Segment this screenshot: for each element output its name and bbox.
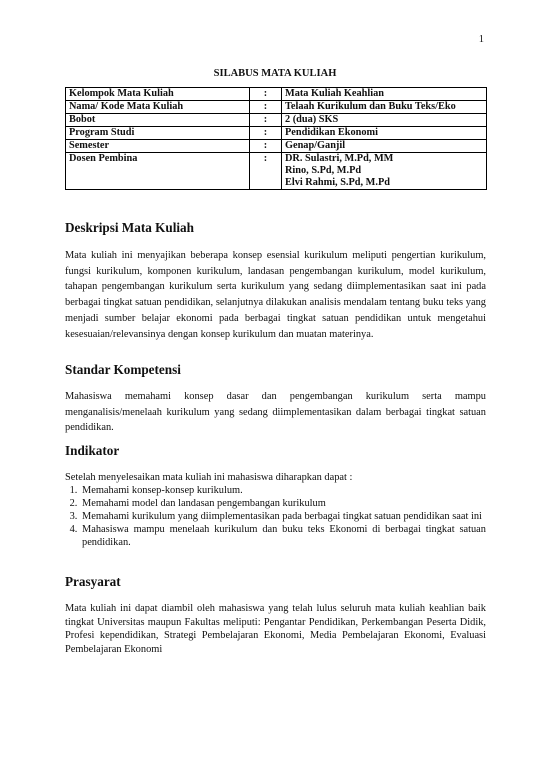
row-value: [282, 153, 487, 190]
lecturer-name: DR. Sulastri, M.Pd, MM: [285, 153, 394, 164]
list-item: 4. Mahasiswa mampu menelaah kurikulum dan buku teks Ekonomi di berbagai tingkat satuan pendidikan.: [80, 523, 486, 549]
row-label: Bobot: [66, 114, 250, 127]
lecturer-name: Elvi Rahmi, S.Pd, M.Pd: [285, 177, 390, 188]
row-value: 2 (dua) SKS: [282, 114, 487, 127]
row-separator: :: [250, 127, 282, 140]
document-title: SILABUS MATA KULIAH: [213, 68, 337, 79]
row-label: Nama/ Kode Mata Kuliah: [66, 101, 250, 114]
row-separator: :: [250, 88, 282, 101]
page-number: 1: [478, 34, 484, 45]
row-value: Telaah Kurikulum dan Buku Teks/Eko: [282, 101, 487, 114]
row-value: Genap/Ganjil: [282, 140, 487, 153]
row-label: Semester: [66, 140, 250, 153]
section-intro: Setelah menyelesaikan mata kuliah ini mahasiswa diharapkan dapat :: [65, 472, 353, 483]
section-standar: [65, 362, 486, 436]
table-row: [66, 153, 487, 190]
indicator-list: [65, 484, 486, 549]
list-item: 1. Memahami konsep-konsep kurikulum.: [80, 484, 486, 497]
row-label: Program Studi: [66, 127, 250, 140]
table-row: [66, 127, 487, 140]
row-separator: :: [250, 114, 282, 127]
row-value: Pendidikan Ekonomi: [282, 127, 487, 140]
table-row: [66, 101, 487, 114]
section-paragraph: Mata kuliah ini dapat diambil oleh mahasiswa yang telah lulus seluruh mata kuliah keahlian baik tingkat Universitas maupun Fakultas meliputi: Pengantar Pendidikan, Perkembangan Peserta Didik, Profesi kependidikan, Strategi Pembelajaran Ekonomi, Media Pembelajaran Ekonomi, Evaluasi Pembelajaran Ekonomi: [65, 603, 486, 655]
table-row: [66, 88, 487, 101]
section-heading: Deskripsi Mata Kuliah: [65, 220, 194, 235]
course-info-table: [65, 87, 487, 190]
list-item: 2. Memahami model dan landasan pengembangan kurikulum: [80, 497, 486, 510]
table-row: [66, 114, 487, 127]
row-separator: :: [250, 153, 282, 190]
table-row: [66, 140, 487, 153]
section-prasyarat: [65, 574, 486, 656]
section-heading: Standar Kompetensi: [65, 362, 181, 377]
lecturer-name: Rino, S.Pd, M.Pd: [285, 165, 362, 176]
section-heading: Prasyarat: [65, 574, 121, 589]
list-item: 3. Memahami kurikulum yang diimplementasikan pada berbagai tingkat satuan pendidikan saat ini: [80, 510, 486, 523]
section-indikator: [65, 443, 486, 549]
section-heading: Indikator: [65, 443, 120, 458]
section-deskripsi: [65, 220, 486, 342]
row-label: Dosen Pembina: [66, 153, 250, 190]
row-label: Kelompok Mata Kuliah: [66, 88, 250, 101]
row-separator: :: [250, 101, 282, 114]
row-value: Mata Kuliah Keahlian: [282, 88, 487, 101]
section-paragraph: Mata kuliah ini menyajikan beberapa konsep esensial kurikulum meliputi pengertian kurikulum, fungsi kurikulum, komponen kurikulum, landasan pengembangan kurikulum, model kurikulum, tahapan pengembangan kurikulum serta kurikulum yang sedang diimplementasikan saat ini pada berbagai tingkat satuan pendidikan, selanjutnya dilakukan analisis mendalam tentang buku teks yang menjadi sumber belajar ekonomi pada berbagai tingkat satuan pendidikan untuk mengetahui kesesuaian/relevansinya dengan konsep kurikulum dan muatan materinya.: [65, 250, 486, 340]
section-paragraph: Mahasiswa memahami konsep dasar dan pengembangan kurikulum serta mampu menganalisis/menelaah kurikulum yang sedang diimplementasikan dalam berbagai tingkat satuan pendidikan.: [65, 391, 486, 434]
row-separator: :: [250, 140, 282, 153]
